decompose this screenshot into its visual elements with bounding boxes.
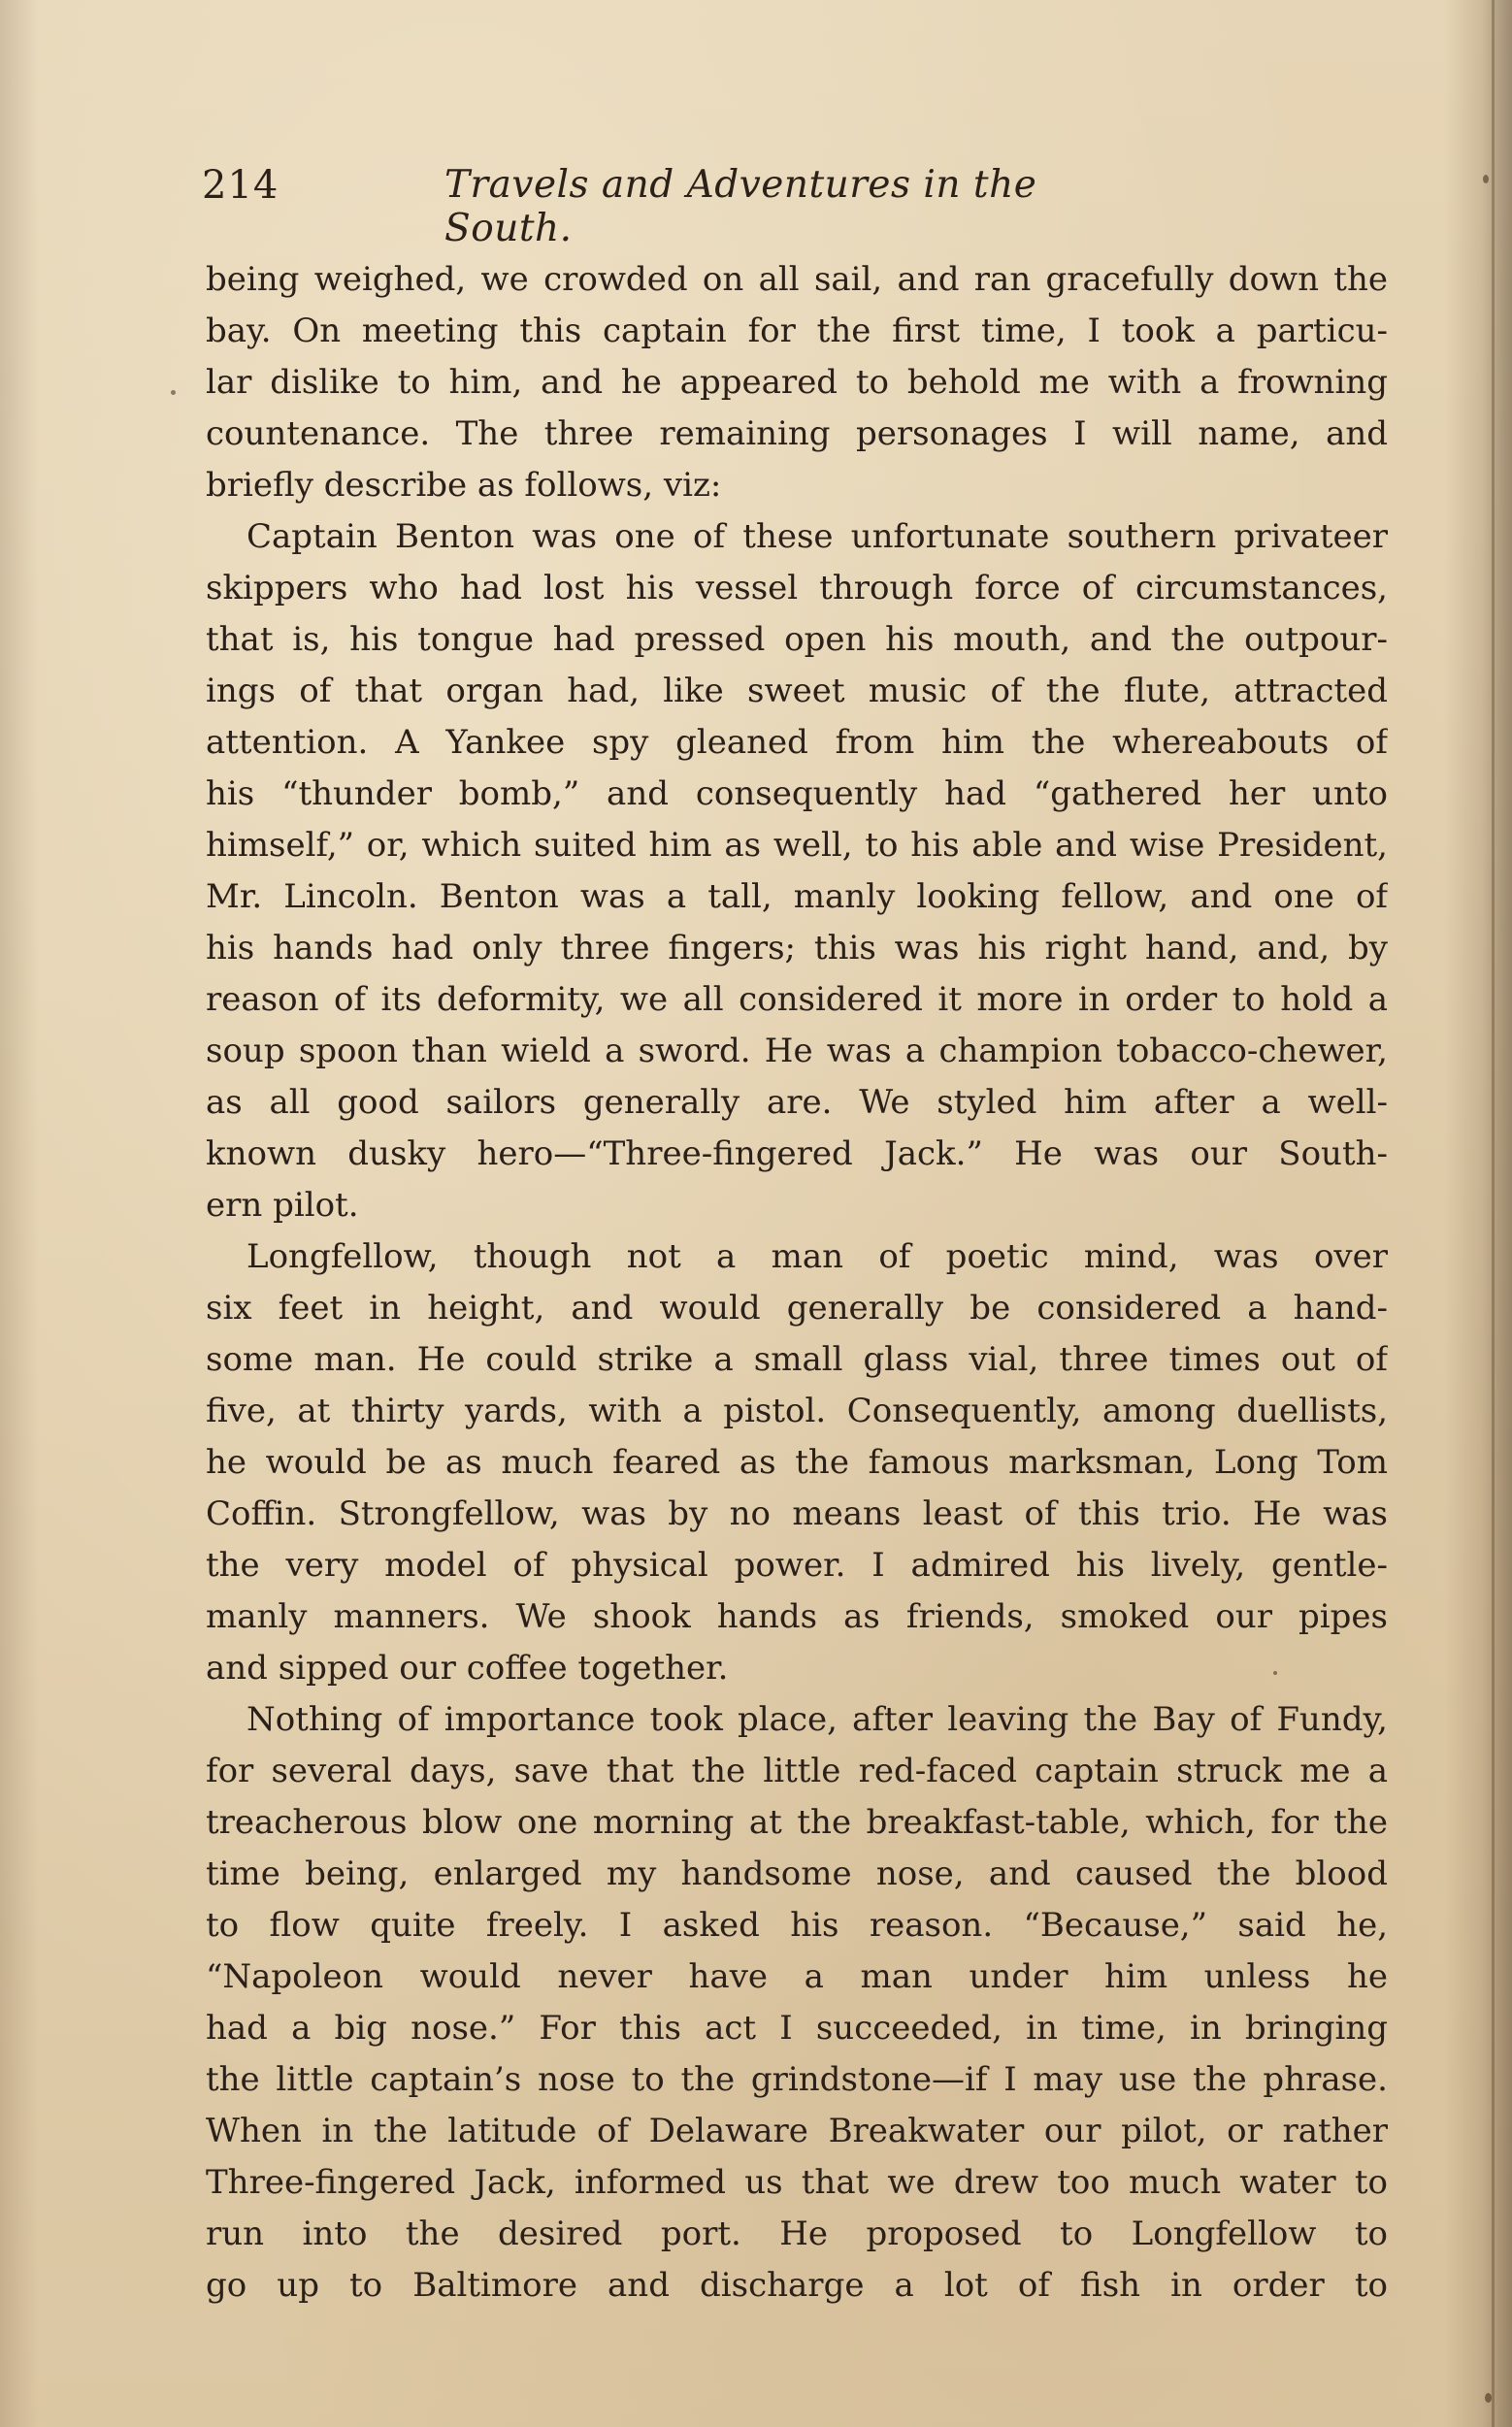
text-line: his hands had only three fingers; this was his right hand, and, by xyxy=(206,929,1388,968)
text-line: his “thunder bomb,” and consequently had “gathered her unto xyxy=(206,774,1388,813)
text-line: lar dislike to him, and he appeared to behold me with a frowning xyxy=(206,363,1388,402)
text-line: to flow quite freely. I asked his reason. “Because,” said he, xyxy=(206,1906,1388,1945)
text-line: briefly describe as follows, viz: xyxy=(206,466,722,505)
text-line: six feet in height, and would generally be considered a hand- xyxy=(206,1289,1388,1328)
text-line: the little captain’s nose to the grindstone—if I may use the phrase. xyxy=(206,2060,1388,2099)
text-line: reason of its deformity, we all considered it more in order to hold a xyxy=(206,980,1388,1019)
text-line: treacherous blow one morning at the breakfast-table, which, for the xyxy=(206,1803,1388,1842)
text-line: countenance. The three remaining personages I will name, and xyxy=(206,414,1388,453)
text-line: some man. He could strike a small glass vial, three times out of xyxy=(206,1340,1388,1379)
text-line: five, at thirty yards, with a pistol. Consequently, among duellists, xyxy=(206,1392,1388,1430)
text-line: run into the desired port. He proposed to Longfellow to xyxy=(206,2214,1388,2253)
text-line: “Napoleon would never have a man under him unless he xyxy=(206,1957,1388,1996)
text-line: Mr. Lincoln. Benton was a tall, manly looking fellow, and one of xyxy=(206,877,1388,916)
page-edge-line xyxy=(1492,0,1495,2427)
text-line: Coffin. Strongfellow, was by no means least of this trio. He was xyxy=(206,1494,1388,1533)
page-number: 214 xyxy=(202,163,279,208)
page-header xyxy=(202,163,1172,250)
text-line: go up to Baltimore and discharge a lot of fish in order to xyxy=(206,2266,1388,2305)
paper-speck xyxy=(1485,2393,1492,2403)
text-line: had a big nose.” For this act I succeeded, in time, in bringing xyxy=(206,2009,1388,2048)
text-line: the very model of physical power. I admired his lively, gentle- xyxy=(206,1546,1388,1585)
text-line: soup spoon than wield a sword. He was a champion tobacco-chewer, xyxy=(206,1032,1388,1070)
text-line: for several days, save that the little red-faced captain struck me a xyxy=(206,1752,1388,1790)
text-line: When in the latitude of Delaware Breakwater our pilot, or rather xyxy=(206,2112,1388,2150)
text-line: skippers who had lost his vessel through force of circumstances, xyxy=(206,569,1388,607)
text-line: being weighed, we crowded on all sail, and ran gracefully down the xyxy=(206,260,1388,299)
text-line: bay. On meeting this captain for the first time, I took a particu- xyxy=(206,312,1388,350)
paragraph-first-line: Nothing of importance took place, after leaving the Bay of Fundy, xyxy=(247,1700,1388,1739)
text-line: ern pilot. xyxy=(206,1186,359,1225)
text-line: manly manners. We shook hands as friends, smoked our pipes xyxy=(206,1597,1388,1636)
page-edge-shadow xyxy=(1444,0,1512,2427)
text-line: he would be as much feared as the famous marksman, Long Tom xyxy=(206,1443,1388,1482)
paper-speck xyxy=(1483,175,1489,183)
text-line: ings of that organ had, like sweet music of the flute, attracted xyxy=(206,672,1388,710)
paragraph-first-line: Captain Benton was one of these unfortunate southern privateer xyxy=(247,517,1388,556)
paragraph-first-line: Longfellow, though not a man of poetic mind, was over xyxy=(247,1237,1388,1276)
text-line: himself,” or, which suited him as well, to his able and wise President, xyxy=(206,826,1388,865)
text-line: as all good sailors generally are. We styled him after a well- xyxy=(206,1083,1388,1122)
text-line: known dusky hero—“Three-fingered Jack.” He was our South- xyxy=(206,1134,1388,1173)
text-line: attention. A Yankee spy gleaned from him the whereabouts of xyxy=(206,723,1388,762)
text-line: and sipped our coffee together. xyxy=(206,1649,729,1688)
text-line: time being, enlarged my handsome nose, and caused the blood xyxy=(206,1854,1388,1893)
body-text xyxy=(206,256,1388,2343)
text-line: that is, his tongue had pressed open his mouth, and the outpour- xyxy=(206,620,1388,659)
text-line: Three-fingered Jack, informed us that we drew too much water to xyxy=(206,2163,1388,2202)
running-title: Travels and Adventures in the South. xyxy=(444,163,1037,250)
page-gutter-shading xyxy=(0,0,39,2427)
paper-speck xyxy=(1273,1671,1277,1675)
paper-speck xyxy=(171,390,176,395)
